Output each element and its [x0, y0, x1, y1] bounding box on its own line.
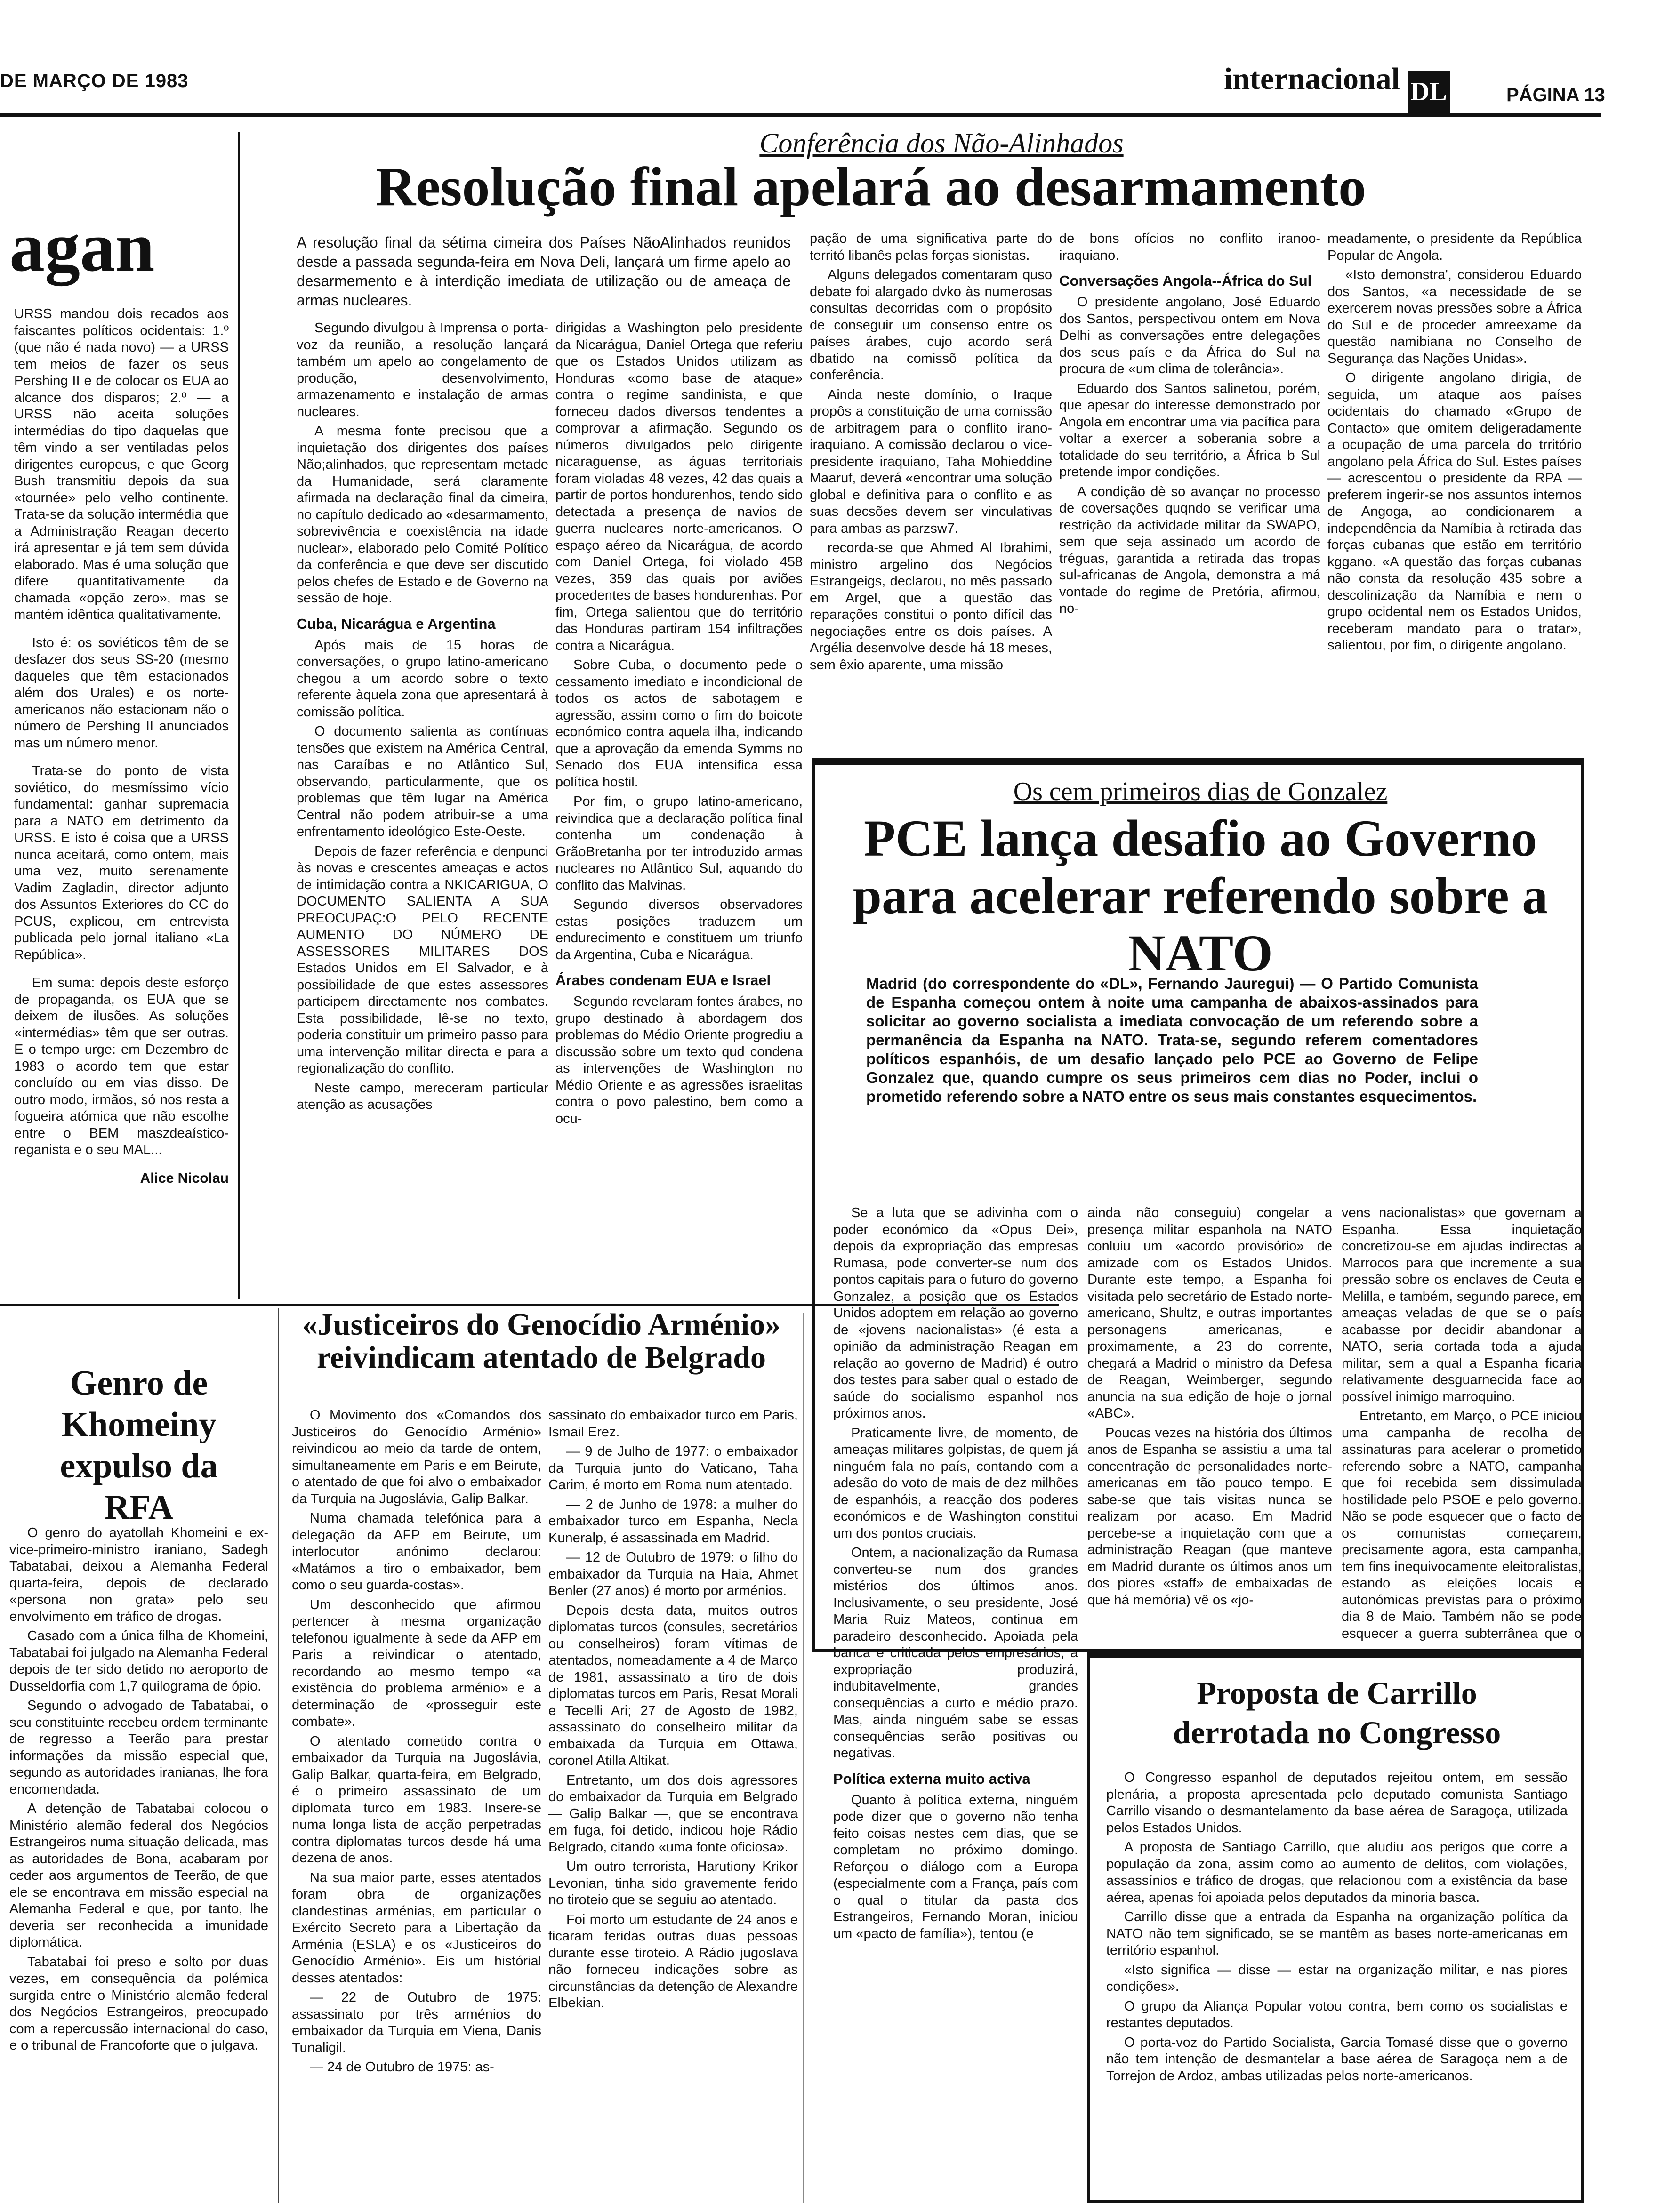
- conference-col-4: [1059, 231, 1320, 748]
- pce-lead: [866, 974, 1478, 1106]
- paragraph: Ainda neste domínio, o Iraque propôs a constituição de uma comissão de arbitragem para o conflito irano-iraquiano. A comissão declarou o vice-presidente iraquiano, Taha Mohieddine Maaruf, deverá «encontrar uma solução global e definitiva para o conflito e as suas decsões devem ser vinculativas para ambas as parzsw7.: [810, 387, 1052, 536]
- column-rule: [803, 1313, 804, 2203]
- carrillo-body: [1106, 1770, 1568, 2198]
- paragraph: — 9 de Julho de 1977: o embaixador da Turquia junto do Vaticano, Taha Carim, é morto em Roma num atentado.: [548, 1444, 798, 1492]
- conference-col-5: [1327, 231, 1582, 748]
- paragraph: Foi morto um estudante de 24 anos e ficaram feridas outras duas pessoas durante esse tiroteio. A Rádio jugoslava não forneceu indicações sobre as circunstâncias da detenção de Alexandre Elbekian.: [548, 1912, 798, 2011]
- conference-col-3: [810, 231, 1052, 748]
- carrillo-headline: Proposta de Carrillo derrotada no Congresso: [1173, 1675, 1501, 1750]
- paragraph: O documento salienta as contínuas tensões que existem na América Central, nas Caraíbas e no Atlântico Sul, observando, particularmente, que os problemas que têm lugar na América Central não podem atribuir-se a uma enfrentamento ideológico Este-Oeste.: [297, 724, 548, 839]
- paragraph: Tabatabai foi preso e solto por duas vezes, em consequência da polémica surgida entre o Ministério alemão federal dos Negócios Estrangeiros, preocupado com a repercussão internacional do caso, e o tribunal de Francoforte que o julgava.: [9, 1954, 268, 2053]
- paragraph: Eduardo dos Santos salinetou, porém, que apesar do interesse demonstrado por Angola em encontrar uma via pacífica para voltar a exercer a soberania sobre a totalidade do seu território, a África b Sul pretende impor condições.: [1059, 381, 1320, 480]
- paragraph: Praticamente livre, de momento, de ameaças militares golpistas, de quem já ninguém fala no país, contando com a adesão do voto de mais de dez milhões de espanhóis, a reacção dos poderes económicos e de Washington constitui um dos pontos cruciais.: [833, 1425, 1078, 1541]
- newspaper-logo-icon: DL: [1408, 71, 1450, 113]
- paragraph: recorda-se que Ahmed Al Ibrahimi, ministro argelino dos Negócios Estrangeigs, declarou, no mês passado em Argel, que a questão das reparações constitui o ponto difícil das negociações entre os dois países. A Argélia desenvolve desde há 18 meses, sem êxio aparente, uma missão: [810, 540, 1052, 673]
- paragraph: A condição dè so avançar no processo de coversações quqndo se verificar uma restrição da actividade militar da SWAPO, sem que seja assinado um acordo de tréguas, garantida a retirada das tropas sul-africanas de Angola, demonstra a má vontade do regime de Pretória, afirmou, no-: [1059, 484, 1320, 616]
- section-title: internacional: [1224, 62, 1400, 96]
- pce-kicker: Os cem primeiros dias de Gonzalez: [1013, 777, 1388, 806]
- paragraph: Neste campo, mereceram particular atenção as acusações: [297, 1080, 548, 1112]
- paragraph: Poucas vezes na história dos últimos anos de Espanha se assistiu a uma tal concentração de personalidades norte-americanas em tão pouco tempo. E sabe-se que tais visitas nunca se realizam por acaso. Em Madrid percebe-se a inquietação com que a administração Reagan (que manteve em Madrid durante os últimos anos um dos piores «staff» de embaixadas de que há memória) vê os «jo-: [1087, 1425, 1332, 1608]
- paragraph: URSS mandou dois recados aos faiscantes políticos ocidentais: 1.º (que não é nada novo) — a URSS tem meios de fazer os seus Pershing II e de colocar os EUA ao alcance dos disparos; 2.º — a URSS não aceita soluções intermédias do tipo daquelas que têm vindo a ser ventiladas pelos dirigentes europeus, e que Georg Bush transmitiu depois da sua «tournée» pelo velho continente. Trata-se da solução intermédia que a Administração Reagan decerto irá apresentar e já tem sem dúvida elaborado. Mas é uma solução que difere quantitativamente da chamada «opção zero», mas se mantém idêntica qualitativamente.: [14, 306, 229, 622]
- pce-headline: PCE lança desafio ao Governo para acelerar referendo sobre a NATO: [853, 809, 1548, 982]
- paragraph: — 24 de Outubro de 1975: as-: [310, 2060, 494, 2075]
- conference-kicker: Conferência dos Não-Alinhados: [759, 128, 1124, 159]
- paragraph: Sobre Cuba, o documento pede o cessamento imediato e incondicional de todos os actos de sabotagem e agressão, assim como o fim do boicote económico contra aquela ilha, indicando que a aprovação da emenda Symms no Senado dos EUA intensifica essa política hostil.: [555, 657, 803, 790]
- column-rule: [278, 1308, 279, 2203]
- paragraph: Alguns delegados comentaram quso debate foi alargado dvko às numerosas consultas decorridas com o propósito de conseguir um consenso entre os países árabes, cujo acordo será dbatido na comissõ política da conferência.: [810, 267, 1052, 383]
- left-article: [0, 132, 240, 1299]
- paragraph: de bons ofícios no conflito iranoo-iraquiano.: [1059, 231, 1320, 263]
- pce-col-1: [833, 1205, 1078, 2080]
- paragraph: Casado com a única filha de Khomeini, Tabatabai foi julgado na Alemanha Federal depois de ter sido detido no aeroporto de Dusseldorfia com 1,7 quilograma de ópio.: [9, 1628, 268, 1694]
- paragraph: Carrillo disse que a entrada da Espanha na organização política da NATO não tem significado, se se mantêm as bases norte-americanas em território espanhol.: [1106, 1909, 1568, 1958]
- paragraph: A proposta de Santiago Carrillo, que aludiu aos perigos que corre a população da zona, assim como ao aumento de delitos, com violações, assassínios e tráfico de drogas, que relacionou com a existência da base aérea, apenas foi apoiada pelos deputados da minoria basca.: [1106, 1840, 1568, 1905]
- paragraph: Segundo diversos observadores estas posições traduzem um endurecimento e constituem um triunfo da Argentina, Cuba e Nicarágua.: [555, 897, 803, 962]
- paragraph: O genro do ayatollah Khomeini e ex-vice-primeiro-ministro iraniano, Sadegh Tabatabai, deixou a Alemanha Federal quarta-feira, depois de declarado «persona non grata» pelo seu envolvimento em tráfico de drogas.: [9, 1525, 268, 1624]
- conference-col-1: [297, 320, 548, 1210]
- paragraph: O atentado cometido contra o embaixador da Turquia na Jugoslávia, Galip Balkar, quarta-feira, em Belgrado, é o primeiro assassinato de um diplomata turco em 1983. Insere-se numa longa lista de acção perpetradas contra diplomatas turcos desde há uma dezena de anos.: [292, 1733, 541, 1866]
- paragraph: Depois de fazer referência e denpunci às novas e crescentes ameaças e actos de intimidação contra a NKICARIGUA, O DOCUMENTO SALIENTA A SUA PREOCUPAÇ:O PELO RECENTE AUMENTO DO NÚMERO DE ASSESSORES MILITARES DOS Estados Unidos em El Salvador, e à possibilidade de que estes assessores participem directamente nos combates. Esta possibilidade, lê-se no texto, poderia constituir um primeiro passo para uma intervenção militar directa e para a regionalização do conflito.: [297, 843, 548, 1076]
- genro-body: [9, 1525, 268, 2203]
- pce-dateline: Madrid (do correspondente do «DL», Fernando Jauregui): [866, 975, 1295, 992]
- paragraph: Isto é: os soviéticos têm de se desfazer dos seus SS-20 (mesmo daqueles que têm estacionados além dos Urales) e os norte-americanos não estacionam não o número de Pershing II anunciados mas um número menor.: [14, 635, 229, 751]
- genro-headline: Genro de Khomeiny expulso da RFA: [60, 1364, 218, 1527]
- justiceiros-col-2: [548, 1407, 798, 2203]
- paragraph: — 2 de Junho de 1978: a mulher do embaixador turco em Espanha, Necla Kuneralp, é assassinada em Madrid.: [548, 1497, 798, 1546]
- paragraph: O grupo da Aliança Popular votou contra, bem como os socialistas e restantes deputados.: [1106, 1998, 1568, 2030]
- subheading: Conversações Angola--África do Sul: [1059, 272, 1312, 289]
- paragraph: sassinato do embaixador turco em Paris, Ismail Erez.: [548, 1408, 798, 1440]
- paragraph: Segundo revelaram fontes árabes, no grupo destinado à abordagem dos problemas do Médio Oriente progrediu a discussão sobre um texto qud condena as intervenções de Washington no Médio Oriente e as agressões israelitas contra o povo palestino, bem como a ocu-: [555, 994, 803, 1126]
- page-number: PÁGINA 13: [1506, 85, 1605, 105]
- paragraph: Entretanto, um dos dois agressores do embaixador da Turquia em Belgrado — Galip Balkar —, que se encontrava em fuga, foi detido, indicou hoje Rádio Belgrado, citando «uma fonte oficiosa».: [548, 1772, 798, 1855]
- paragraph: Na sua maior parte, esses atentados foram obra de organizações clandestinas arménias, em particular o Exército Secreto para a Libertação da Arménia (ESLA) e os «Justiceiros do Genocídio Arménio». Eis um histórial desses atentados:: [292, 1870, 541, 1986]
- paragraph: Se a luta que se adivinha com o poder económico da «Opus Dei», depois da expropriação das empresas Rumasa, pode converter-se num dos pontos capitais para o futuro do governo Gonzalez, a posição que os Estados Unidos adoptem em relação ao governo de «jovens nacionalistas» (é esta a opinião da administração Reagan em relação ao governo de Madrid) é outro dos testes para saber qual o estado de saúde do socialismo espanhol nos próximos anos.: [833, 1205, 1078, 1421]
- pce-col-2: [1087, 1205, 1332, 1643]
- paragraph: dirigidas a Washington pelo presidente da Nicarágua, Daniel Ortega que referiu que os Estados Unidos utilizam as Honduras «como base de ataque» contra o regime sandinista, e que forneceu dados diversos tendentes a comprovar a afirmação. Segundo os números divulgados pelo dirigente nicaraguense, as águas territoriais foram violadas 48 vezes, 42 das quais a partir de portos hondurenhos, tendo sido detectada a presença de navios de guerra nucleares norte-americanos. O espaço aéreo da Nicarágua, de acordo com Daniel Ortega, foi violado 458 vezes, 359 das quais por aviões procedentes de bases hondurenhas. Por fim, Ortega salientou que do território das Honduras partiram 154 infiltrações contra a Nicarágua.: [555, 321, 803, 653]
- paragraph: ainda não conseguiu) congelar a presença militar espanhola na NATO conluiu um «acordo provisório» de amizade com os Estados Unidos. Durante este tempo, a Espanha foi visitada pelo secretário de Estado norte-americano, Shultz, e outras importantes personagens americanas, e proximamente, a 23 do corrente, chegará a Madrid o ministro da Defesa de Reagan, Weimberger, segundo anuncia na sua edição de hoje o jornal «ABC».: [1087, 1205, 1332, 1421]
- paragraph: O porta-voz do Partido Socialista, Garcia Tomasé disse que o governo não tem intenção de desmantelar a base aérea de Saragoça nem a de Torrejon de Ardoz, ambas utilizadas pelos norte-americanos.: [1106, 2035, 1568, 2084]
- paragraph: Um outro terrorista, Harutiony Krikor Levonian, tinha sido gravemente ferido no tiroteio que se seguiu ao atentado.: [548, 1859, 798, 1907]
- justiceiros-headline: «Justiceiros do Genocídio Arménio» reivindicam atentado de Belgrado: [302, 1307, 781, 1375]
- paragraph: Após mais de 15 horas de conversações, o grupo latino-americano chegou a um acordo sobre o texto referente àquela zona que apresentará à comissão política.: [297, 637, 548, 720]
- paragraph: A detenção de Tabatabai colocou o Ministério alemão federal dos Negócios Estrangeiros numa situação delicada, mas as autoridades de Bona, acabaram por ceder aos argumentos de Teerão, de que ele se encontrava em missão especial na Alemanha Federal e que, por tanto, lhe deveria ser reconhecida a imunidade diplomática.: [9, 1801, 268, 1950]
- paragraph: O Congresso espanhol de deputados rejeitou ontem, em sessão plenária, a proposta apresentada pelo deputado comunista Santiago Carrillo visando o desmantelamento da base aérea de Saragoça, utilizada pelos Estados Unidos.: [1106, 1770, 1568, 1835]
- paragraph: — 22 de Outubro de 1975: assassinato por três arménios do embaixador da Turquia em Viena, Danis Tunaligil.: [292, 1990, 541, 2055]
- justiceiros-col-1: [292, 1407, 541, 2203]
- conference-lead: A resolução final da sétima cimeira dos Países NãoAlinhados reunidos desde a passada segunda-feira em Nova Deli, lançará um firme apelo ao desarmemento e à interdição imediata de utilização ou de ameaça de armas nucleares.: [297, 234, 791, 309]
- issue-date: DE MARÇO DE 1983: [0, 71, 189, 91]
- paragraph: Entretanto, em Março, o PCE iniciou uma campanha de recolha de assinaturas para acelerar o prometido referendo sobre a NATO, campanha que foi recebida sem dissimulada hostilidade pelo PSOE e pelo governo. Não se pode esquecer que o facto de os comunistas começarem, precisamente agora, esta campanha, tem fins inequivocamente eleitoralistas, estando as eleições locais e autonómicas previstas para o próximo dia 8 de Maio. Também não se pode esquecer a guerra subterrânea que o: [1342, 1409, 1582, 1641]
- paragraph: Segundo o advogado de Tabatabai, o seu constituinte recebeu ordem terminante de regresso a Teerão para prestar informações da missão especial que, segundo as autoridades iranianas, lhe fora encomendada.: [9, 1698, 268, 1797]
- paragraph: Por fim, o grupo latino-americano, reivindica que a declaração política final contenha um condenação à GrãoBretanha por ter introduzido armas nucleares no Atlântico Sul, aquando do conflito das Malvinas.: [555, 794, 803, 893]
- paragraph: Quanto à política externa, ninguém pode dizer que o governo não tenha feito coisas nestes cem dias, que se completam no próximo domingo. Reforçou o diálogo com a Europa (especialmente com a França, país com o qual o titular da pasta dos Estrangeiros, Fernando Moran, iniciou um «pacto de família»), tentou (e: [833, 1792, 1078, 1941]
- subheading: Política externa muito activa: [833, 1770, 1030, 1787]
- conference-headline: Resolução final apelará ao desarmamento: [375, 156, 1367, 217]
- paragraph: A mesma fonte precisou que a inquietação dos dirigentes dos países Não;alinhados, que representam metade da Humanidade, será claramente afirmada na declaração final da cimeira, no capítulo dedicado ao «desarmamento, sobrevivência e coexistência na idade nuclear», elaborado pelo Comité Político da conferência e que deve ser discutido pelos chefes de Estado e de Governo na sessão de hoje.: [297, 424, 548, 606]
- paragraph: «Isto significa — disse — estar na organização militar, e nas piores condições».: [1106, 1962, 1568, 1994]
- paragraph: Depois desta data, muitos outros diplomatas turcos (consules, secretários ou conselheiros) foram vítimas de atentados, nomeadamente a 4 de Março de 1981, assassinato a tiro de dois diplomatas turcos em Paris, Resat Morali e Tecelli Ari; 27 de Agosto de 1982, assassinato do conselheiro militar da embaixada da Turquia em Ottawa, coronel Atilla Altikat.: [548, 1603, 798, 1768]
- left-article-body: [14, 306, 229, 1266]
- paragraph: vens nacionalistas» que governam a Espanha. Essa inquietação concretizou-se em ajudas indirectas a Marrocos para que incremente a sua pressão sobre os enclaves de Ceuta e Melilla, e também, segundo parece, em ameaças veladas de que se o país acabasse por decidir abandonar a NATO, seria cortada toda a ajuda militar, sem a qual a Espanha ficaria relativamente desguarnecida face ao possível inimigo marroquino.: [1342, 1205, 1582, 1404]
- subheading: Árabes condenam EUA e Israel: [555, 972, 771, 988]
- left-article-title: agan: [9, 208, 155, 286]
- header-rule: [0, 113, 1601, 117]
- subheading: Cuba, Nicarágua e Argentina: [297, 615, 496, 632]
- paragraph: Trata-se do ponto de vista soviético, do mesmíssimo vício fundamental: ganhar supremacia para a NATO em detrimento da URSS. E isto é coisa que a URSS nunca aceitará, como ontem, mais uma vez, muito serenamente Vadim Zagladin, director adjunto dos Assuntos Exteriores do CC do PCUS, explicou, em entrevista publicada pelo jornal italiano «La República».: [14, 763, 229, 962]
- paragraph: — 12 de Outubro de 1979: o filho do embaixador da Turquia na Haia, Ahmet Benler (27 anos) é morto por arménios.: [548, 1550, 798, 1598]
- paragraph: Segundo divulgou à Imprensa o porta-voz da reunião, a resolução lançará também um apelo ao congelamento de produção, desenvolvimento, armazenamento e instalação de armas nucleares.: [297, 321, 548, 419]
- paragraph: Um desconhecido que afirmou pertencer à mesma organização telefonou igualmente à sede da AFP em Paris a reivindicar o atentado, recordando ao mesmo tempo «a existência do problema arménio» e a determinação de «prosseguir este combate».: [292, 1597, 541, 1729]
- paragraph: Numa chamada telefónica para a delegação da AFP em Beirute, um interlocutor anónimo declarou: «Matámos a tiro o embaixador, bem como o seu guarda-costas».: [292, 1511, 541, 1593]
- paragraph: Ontem, a nacionalização da Rumasa converteu-se num dos grandes mistérios dos últimos anos. Inclusivamente, o seu presidente, José Maria Ruiz Mateos, continua em paradeiro desconhecido. Apoiada pela banca e criticada pelos empresários, a expropriação produzirá, indubitavelmente, grandes consequências a curto e médio prazo. Mas, ainda ninguém sabe se essas consequências serão positivas ou negativas.: [833, 1545, 1078, 1761]
- paragraph: «Isto demonstra', considerou Eduardo dos Santos, «a necessidade de se exercerem novas pressões sobre a África do Sul e de proceder amreexame da questão namibiana no Conselho de Segurança das Nações Unidas».: [1327, 267, 1582, 366]
- paragraph: O Movimento dos «Comandos dos Justiceiros do Genocídio Arménio» reivindicou ao meio da tarde de ontem, simultaneamente em Paris e em Beirute, o atentado de que foi alvo o embaixador da Turquia na Jugoslávia, Galip Balkar.: [292, 1408, 541, 1507]
- conference-col-2: [555, 320, 803, 1210]
- paragraph: meadamente, o presidente da República Popular de Angola.: [1327, 231, 1582, 263]
- paragraph: O presidente angolano, José Eduardo dos Santos, perspectivou ontem em Nova Delhi as conversações entre delegações dos seus país e da África do Sul na procura de «um clima de tolerância».: [1059, 295, 1320, 377]
- paragraph: pação de uma significativa parte do territó libanês pelas forças sionistas.: [810, 231, 1052, 263]
- author-byline: Alice Nicolau: [140, 1170, 229, 1186]
- pce-col-3: [1342, 1205, 1582, 1643]
- paragraph: O dirigente angolano dirigia, de seguida, um ataque aos países ocidentais do chamado «Grupo de Contacto» que omitem deligeradamente a ocupação de uma parcela do trritório angolano pela África do Sul. Estes países — acrescentou o presidente da RPA — preferem ingerir-se nos assuntos internos de Angoga, ao condicionarem a independência da Namíbia à retirada das forças cubanas que estão em território kggano. «A questão das forças cubanas não consta da resolução 435 sobre a descolinização da Namíbia e nem o grupo ocidental nem os Estados Unidos, receberam mandato para o tratar», salientou, por fim, o dirigente angolano.: [1327, 370, 1582, 653]
- pce-lead-text: — O Partido Comunista de Espanha começou ontem à noite uma campanha de abaixos-assinados para solicitar ao governo socialista a imediata convocação de um referendo sobre a permanência da Espanha na NATO. Trata-se, segundo referem comentadores políticos espanhóis, de um desafio lançado pelo PCE ao Governo de Felipe Gonzalez que, quando cumpre os seus primeiros cem dias no Poder, inclui o prometido referendo sobre a NATO entre os seus mais constantes esquecimentos.: [866, 975, 1478, 1105]
- paragraph: Em suma: depois deste esforço de propaganda, os EUA que se deixem de ilusões. As soluções «intermédias» têm que ser outras. E o tempo urge: em Dezembro de 1983 o acordo tem que estar concluído ou em vias disso. De outro modo, irmãos, só nos resta a fogueira atómica que não escolhe entre o BEM maszdeaístico-reganista e o seu MAL...: [14, 975, 229, 1157]
